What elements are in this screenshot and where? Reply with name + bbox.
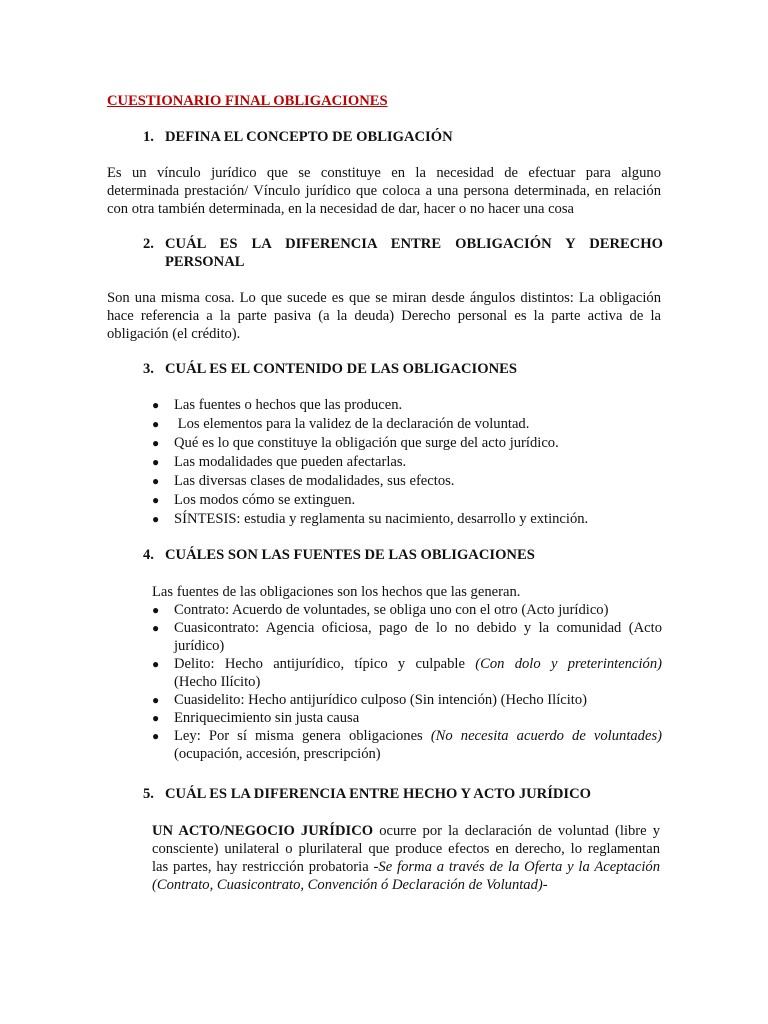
list-item-text: Las diversas clases de modalidades, sus efectos. bbox=[174, 473, 455, 489]
list-item-text: Delito: Hecho antijurídico, típico y culpable bbox=[174, 656, 476, 672]
bullet-icon: ● bbox=[152, 417, 160, 431]
bullet-icon: ● bbox=[152, 657, 160, 671]
bullet-icon: ● bbox=[152, 603, 160, 617]
list-item bbox=[150, 415, 662, 434]
list-item-text: Qué es lo que constituye la obligación que surge del acto jurídico. bbox=[174, 435, 559, 451]
list-item-italic: (Con dolo y preterintención) bbox=[475, 656, 662, 672]
answer-line bbox=[152, 822, 660, 840]
bullet-icon: ● bbox=[152, 398, 160, 412]
answer-5 bbox=[152, 822, 660, 894]
list-item-text: Cuasidelito: Hecho antijurídico culposo (Sin intención) (Hecho Ilícito) bbox=[174, 692, 587, 708]
question-number: 4. bbox=[143, 547, 154, 563]
bullet-icon: ● bbox=[152, 436, 160, 450]
answer-line: (Contrato, Cuasicontrato, Convención ó Declaración de Voluntad)- bbox=[152, 877, 548, 893]
list-item-text: jurídico) bbox=[174, 638, 225, 654]
answer-line: Es un vínculo jurídico que se constituye en la necesidad de efectuar para alguno bbox=[107, 165, 661, 181]
list-item-text: (ocupación, accesión, prescripción) bbox=[174, 746, 381, 762]
bold-lead: UN ACTO/NEGOCIO JURÍDICO bbox=[152, 823, 374, 839]
bullet-icon: ● bbox=[152, 512, 160, 526]
answer-italic: Se forma a través de la Oferta y la Aceptación bbox=[378, 859, 660, 875]
question-number: 3. bbox=[143, 361, 154, 377]
list-item-text: SÍNTESIS: estudia y reglamenta su nacimiento, desarrollo y extinción. bbox=[174, 511, 589, 527]
answer-line: obligación (el crédito). bbox=[107, 326, 241, 342]
list-item-text: Enriquecimiento sin justa causa bbox=[174, 710, 360, 726]
answer-2 bbox=[107, 289, 661, 343]
list-item bbox=[150, 727, 662, 763]
list-item-text: (Hecho Ilícito) bbox=[174, 674, 261, 690]
question-text: CUÁL ES EL CONTENIDO DE LAS OBLIGACIONES bbox=[165, 361, 517, 377]
document-title: CUESTIONARIO FINAL OBLIGACIONES bbox=[107, 93, 388, 109]
bullet-icon: ● bbox=[152, 621, 160, 635]
list-item bbox=[150, 453, 662, 472]
list-item bbox=[150, 691, 662, 709]
question-text: CUÁLES SON LAS FUENTES DE LAS OBLIGACIONES bbox=[165, 547, 535, 563]
bullet-icon: ● bbox=[152, 455, 160, 469]
answer-line: determinada prestación/ Vínculo jurídico que coloca a una persona determinada, en relación bbox=[107, 183, 661, 199]
bullet-icon: ● bbox=[152, 493, 160, 507]
question-number: 1. bbox=[143, 129, 154, 145]
sources-list bbox=[150, 601, 662, 763]
question-text: CUÁL ES LA DIFERENCIA ENTRE OBLIGACIÓN Y DERECHO PERSONAL bbox=[165, 236, 663, 270]
question-3-heading bbox=[143, 360, 663, 378]
list-item-text: Las fuentes o hechos que las producen. bbox=[174, 397, 403, 413]
list-item bbox=[150, 434, 662, 453]
sources-intro: Las fuentes de las obligaciones son los hechos que las generan. bbox=[152, 584, 521, 600]
list-item bbox=[150, 709, 662, 727]
list-item-text: Los elementos para la validez de la declaración de voluntad. bbox=[174, 416, 530, 432]
list-item-text: Las modalidades que pueden afectarlas. bbox=[174, 454, 407, 470]
question-text: CUÁL ES LA DIFERENCIA ENTRE HECHO Y ACTO JURÍDICO bbox=[165, 786, 592, 802]
content-list bbox=[150, 396, 662, 529]
list-item bbox=[150, 619, 662, 655]
bullet-icon: ● bbox=[152, 711, 160, 725]
list-item-text: Cuasicontrato: Agencia oficiosa, pago de lo no debido y la comunidad (Acto bbox=[174, 620, 662, 636]
list-item-text: Contrato: Acuerdo de voluntades, se obliga uno con el otro (Acto jurídico) bbox=[174, 602, 609, 618]
question-number: 2. bbox=[143, 236, 154, 252]
list-item-italic: (No necesita acuerdo de voluntades) bbox=[430, 728, 662, 744]
answer-line: con otra también determinada, en la necesidad de dar, hacer o no hacer una cosa bbox=[107, 201, 574, 217]
question-text: DEFINA EL CONCEPTO DE OBLIGACIÓN bbox=[165, 129, 453, 145]
question-4-heading bbox=[143, 546, 663, 564]
list-item bbox=[150, 396, 662, 415]
list-item bbox=[150, 510, 662, 529]
list-item bbox=[150, 655, 662, 691]
list-item bbox=[150, 472, 662, 491]
list-item bbox=[150, 601, 662, 619]
list-item-text: Los modos cómo se extinguen. bbox=[174, 492, 356, 508]
question-5-heading bbox=[143, 785, 663, 803]
bullet-icon: ● bbox=[152, 729, 160, 743]
list-item-line bbox=[174, 727, 662, 745]
question-1-heading bbox=[143, 128, 663, 146]
answer-text: ocurre por la declaración de voluntad (libre y bbox=[373, 823, 661, 839]
answer-1 bbox=[107, 164, 661, 218]
bullet-icon: ● bbox=[152, 693, 160, 707]
list-item-text: Ley: Por sí misma genera obligaciones bbox=[174, 728, 431, 744]
answer-line: hace referencia a la parte pasiva (a la deuda) Derecho personal es la parte activa de la bbox=[107, 308, 661, 324]
list-item bbox=[150, 491, 662, 510]
answer-line bbox=[152, 858, 660, 876]
bullet-icon: ● bbox=[152, 474, 160, 488]
list-item-line bbox=[174, 655, 662, 673]
answer-line: Son una misma cosa. Lo que sucede es que se miran desde ángulos distintos: La obligación bbox=[107, 290, 661, 306]
answer-line: consciente) unilateral o plurilateral que produce efectos en derecho, lo reglamentan bbox=[152, 841, 660, 857]
answer-text: las partes, hay restricción probatoria - bbox=[152, 859, 379, 875]
question-number: 5. bbox=[143, 786, 154, 802]
question-2-heading bbox=[143, 235, 663, 271]
